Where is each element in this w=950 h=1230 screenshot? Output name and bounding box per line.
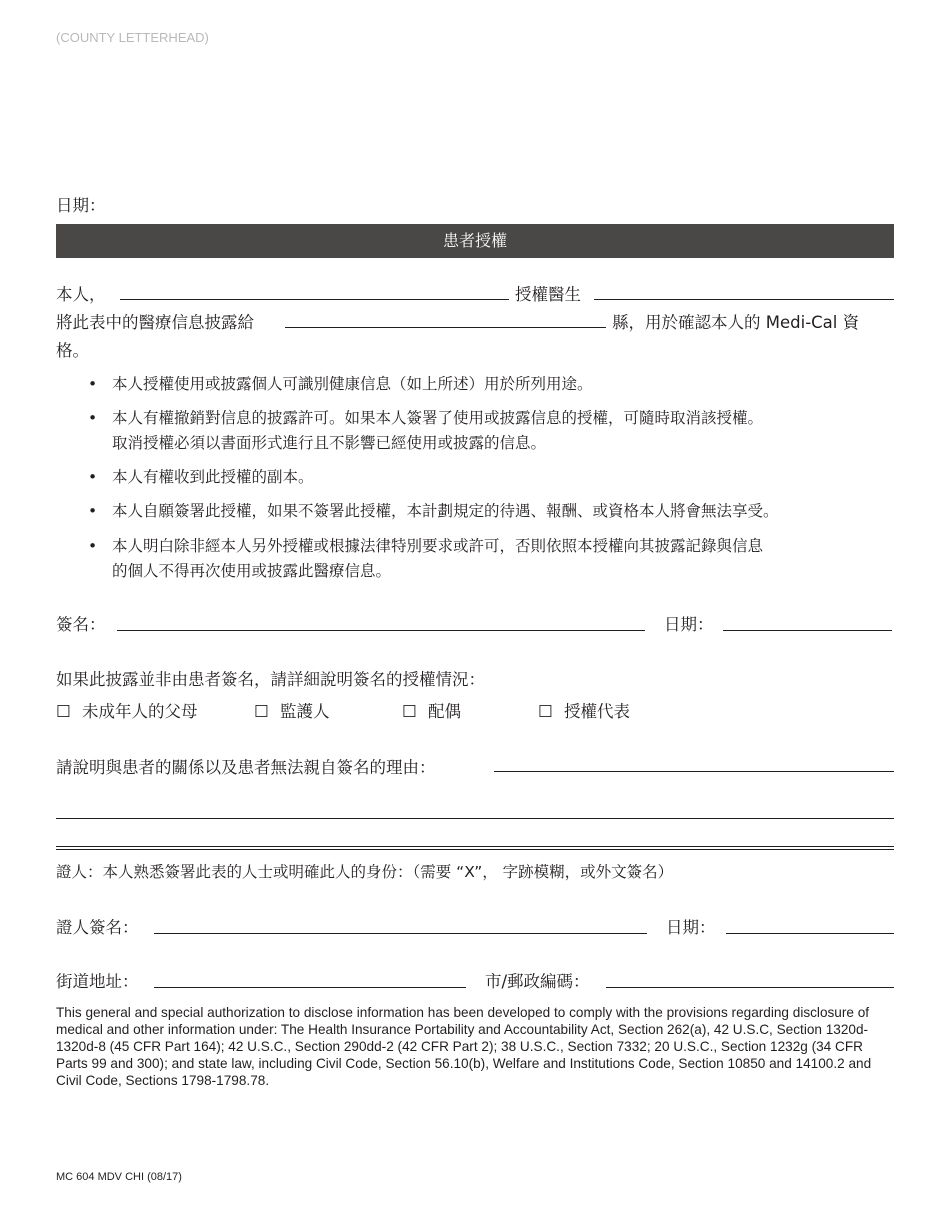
- county-purpose-label: 縣，用於確認本人的 Medi-Cal 資: [612, 313, 860, 332]
- bullet-text: 本人有權撤銷對信息的披露許可。如果本人簽署了使用或披露信息的授權，可隨時取消該授權。: [112, 409, 764, 427]
- section-divider: [56, 846, 894, 847]
- signature-label: 簽名：: [56, 615, 106, 634]
- bullet-text: 本人自願簽署此授權，如果不簽署此授權，本計劃規定的待遇、報酬、或資格本人將會無法享受。: [112, 502, 779, 520]
- authorize-physician-label: 授權醫生: [515, 285, 581, 304]
- bullet-text-cont: 的個人不得再次使用或披露此醫療信息。: [112, 562, 392, 580]
- signature-field[interactable]: [117, 630, 645, 631]
- bullet-dot: •: [88, 468, 98, 486]
- checkbox-box[interactable]: ☐: [56, 702, 71, 721]
- bullet-text: 本人授權使用或披露個人可識別健康信息（如上所述）用於所列用途。: [112, 375, 593, 393]
- bullet-text: 本人有權收到此授權的副本。: [112, 468, 314, 486]
- checkbox-box[interactable]: ☐: [402, 702, 417, 721]
- checkbox-spouse[interactable]: [402, 702, 461, 722]
- bullet-dot: •: [88, 409, 98, 427]
- witness-signature-label: 證人簽名：: [56, 918, 139, 937]
- checkbox-authorized-representative[interactable]: [538, 702, 630, 722]
- intro-i-label: 本人，: [56, 285, 106, 304]
- representative-prompt: 如果此披露並非由患者簽名，請詳細說明簽名的授權情況：: [56, 670, 485, 689]
- bullet-dot: •: [88, 537, 98, 555]
- checkbox-label: 未成年人的父母: [82, 702, 198, 721]
- county-letterhead: (COUNTY LETTERHEAD): [56, 30, 209, 45]
- bullet-dot: •: [88, 502, 98, 520]
- county-name-field[interactable]: [285, 327, 606, 328]
- witness-date-field[interactable]: [726, 933, 894, 934]
- relationship-prompt: 請說明與患者的關係以及患者無法親自簽名的理由：: [56, 758, 436, 777]
- signature-date-label: 日期：: [664, 615, 714, 634]
- checkbox-guardian[interactable]: [254, 702, 330, 722]
- checkbox-label: 授權代表: [564, 702, 631, 721]
- witness-heading: 證人：本人熟悉簽署此表的人士或明確此人的身份：（需要 “X”， 字跡模糊，或外文簽名）: [56, 863, 674, 881]
- physician-name-field[interactable]: [594, 299, 894, 300]
- city-zip-field[interactable]: [606, 987, 894, 988]
- street-address-label: 街道地址：: [56, 972, 139, 991]
- legal-disclaimer: This general and special authorization to disclose information has been developed to comply with the provisions regarding disclosure of medical and other information under: The Health Insurance Portability and Accountability Act, Section 262(a), 42 U.S.C, Section 1320d-1320d-8 (45 CFR Part 164); 42 U.S.C., Section 290dd-2 (42 CFR Part 2); 38 U.S.C., Section 7332; 20 U.S.C., Section 1232g (34 CFR Parts 99 and 300); and state law, including Civil Code, Section 56.10(b), Welfare and Institutions Code, Section 10850 and 14100.2 and Civil Code, Sections 1798-1798.78.: [56, 1005, 872, 1088]
- section-divider: [56, 849, 894, 850]
- checkbox-label: 監護人: [280, 702, 330, 721]
- witness-signature-field[interactable]: [154, 933, 647, 934]
- relationship-field[interactable]: [494, 771, 894, 772]
- date-label: 日期：: [56, 196, 106, 215]
- relationship-field-line2[interactable]: [56, 818, 894, 819]
- checkbox-label: 配偶: [428, 702, 462, 721]
- witness-date-label: 日期：: [666, 918, 716, 937]
- form-id: MC 604 MDV CHI (08/17): [56, 1171, 182, 1183]
- bullet-text: 本人明白除非經本人另外授權或根據法律特別要求或許可，否則依照本授權向其披露記錄與信息: [112, 537, 764, 555]
- bullet-dot: •: [88, 375, 98, 393]
- patient-authorization-banner: 患者授權: [56, 224, 894, 258]
- city-zip-label: 市/郵政編碼：: [485, 972, 590, 991]
- checkbox-box[interactable]: ☐: [254, 702, 269, 721]
- signature-date-field[interactable]: [723, 630, 892, 631]
- checkbox-box[interactable]: ☐: [538, 702, 553, 721]
- street-address-field[interactable]: [154, 987, 466, 988]
- patient-name-field[interactable]: [120, 299, 509, 300]
- disclose-to-label: 將此表中的醫療信息披露給: [56, 313, 254, 332]
- intro-eligibility-tail: 格。: [56, 341, 89, 360]
- bullet-text-cont: 取消授權必須以書面形式進行且不影響已經使用或披露的信息。: [112, 434, 547, 452]
- checkbox-parent-of-minor[interactable]: [56, 702, 198, 722]
